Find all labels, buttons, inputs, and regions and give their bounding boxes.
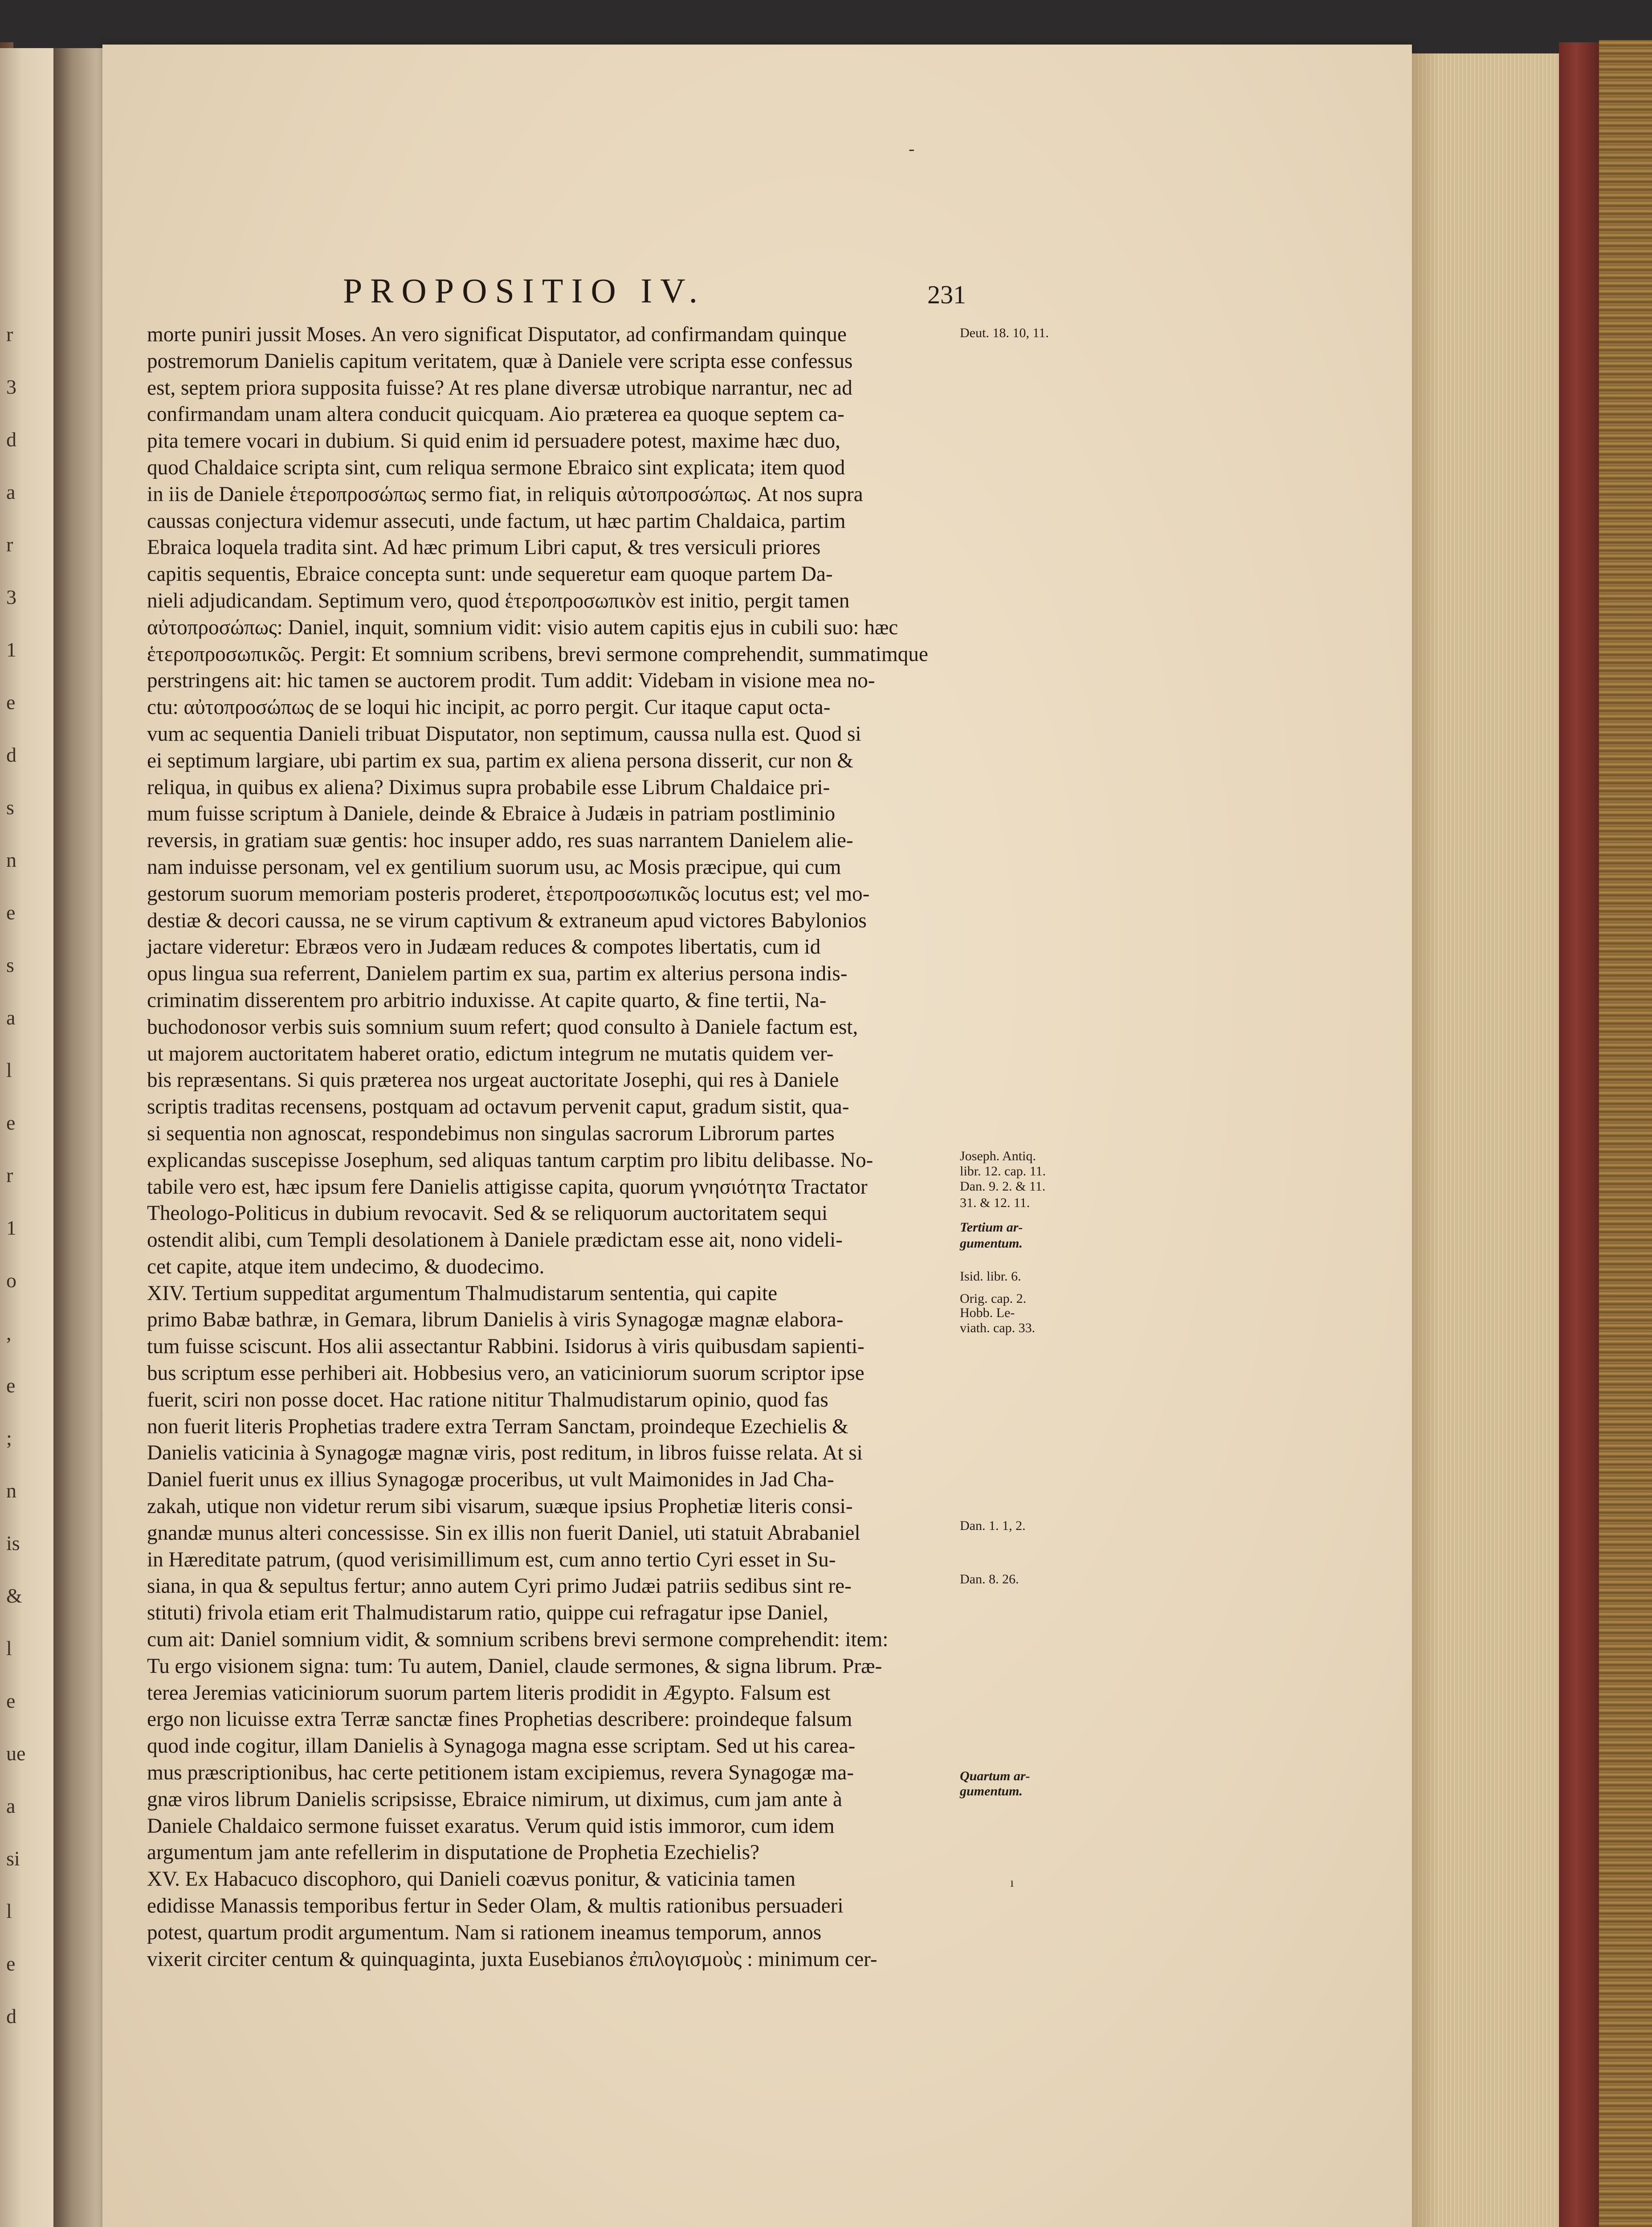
left-page-fragment: o [6, 1269, 16, 1292]
body-line: in Hæreditate patrum, (quod verisimillimum est, cum anno tertio Cyri esset in Su- [147, 1548, 836, 1571]
body-line: tabile vero est, hæc ipsum fere Danielis attigisse capita, quorum γνησιότητα Tractator [147, 1175, 868, 1199]
body-line: ἑτεροπροσωπικῶς. Pergit: Et somnium scribens, brevi sermone comprehendit, summatimque [147, 642, 928, 666]
body-line: morte puniri jussit Moses. An vero significat Disputator, ad confirmandam quinque [147, 323, 847, 346]
body-line: ctu: αὐτοπροσώπως de se loqui hic incipit, ac porro pergit. Cur itaque caput octa- [147, 696, 831, 719]
body-line: non fuerit literis Prophetias tradere extra Terram Sanctam, proindeque Ezechielis & [147, 1415, 848, 1438]
body-line: bis repræsentans. Si quis præterea nos urgeat auctoritate Josephi, qui res à Daniele [147, 1069, 839, 1092]
left-page-fragment: e [6, 1952, 16, 1975]
body-line: αὐτοπροσώπως: Daniel, inquit, somnium vidit: visio autem capitis ejus in cubili suo: hæc [147, 616, 898, 639]
body-line: destiæ & decori caussa, ne se virum captivum & extraneum apud victores Babylonios [147, 909, 867, 932]
cover-board [1559, 42, 1601, 2227]
body-line: explicandas suscepisse Josephum, sed aliquas tantum carptim pro libitu delibasse. No- [147, 1148, 873, 1172]
margin-note-dan9: Dan. 9. 2. & 11. [960, 1179, 1046, 1194]
left-page-fragment: l [6, 1900, 12, 1922]
body-line: ergo non licuisse extra Terræ sanctæ fines Prophetias describere: proindeque falsum [147, 1708, 853, 1731]
body-line: fuerit, sciri non posse docet. Hac ratione nititur Thalmudistarum opinio, quod fas [147, 1388, 828, 1411]
body-line: ut majorem auctoritatem haberet oratio, edictum integrum ne mutatis quidem ver- [147, 1042, 834, 1065]
body-line: perstringens ait: hic tamen se auctorem prodit. Tum addit: Videbam in visione mea no- [147, 669, 875, 693]
body-line: in iis de Daniele ἑτεροπροσώπως sermo fiat, in reliquis αὐτοπροσώπως. At nos supra [147, 482, 863, 506]
running-title: PROPOSITIO IV. [343, 271, 706, 310]
body-line: opus lingua sua referrent, Danielem partim ex sua, partim ex alterius persona indis- [147, 962, 848, 986]
left-page-fragment: r [6, 533, 13, 556]
margin-note-tertium-cont: gumentum. [960, 1236, 1023, 1251]
stray-mark-top: - [909, 139, 915, 159]
gilt-spine [1599, 40, 1652, 2227]
left-page-fragment: e [6, 901, 16, 924]
facing-page-edge [0, 48, 53, 2227]
body-line: quod Chaldaice scripta sint, cum reliqua sermone Ebraico sint explicata; item quod [147, 456, 845, 479]
body-line: caussas conjectura videmur assecuti, unde factum, ut hæc partim Chaldaica, partim [147, 509, 846, 533]
left-page-fragment: & [6, 1584, 22, 1607]
body-line: XV. Ex Habacuco discophoro, qui Danieli coævus ponitur, & vaticinia tamen [147, 1868, 795, 1891]
body-line: confirmandam unam altera conducit quicquam. Aio præterea ea quoque septem ca- [147, 403, 844, 426]
body-line: Daniele Chaldaico sermone fuisset exaratus. Verum quid istis immoror, cum idem [147, 1814, 835, 1838]
left-page-fragment: l [6, 1059, 12, 1081]
body-line: potest, quartum prodit argumentum. Nam si rationem ineamus temporum, annos [147, 1921, 822, 1944]
body-line: cet capite, atque item undecimo, & duodecimo. [147, 1255, 545, 1278]
body-line: stituti) frivola etiam erit Thalmudistarum ratio, quippe cui refragatur ipse Daniel, [147, 1601, 828, 1625]
left-page-fragment: s [6, 796, 14, 819]
left-page-fragment: a [6, 1006, 16, 1029]
body-line: jactare videretur: Ebræos vero in Judæam reduces & compotes libertatis, cum id [147, 935, 821, 959]
margin-note-tertium: Tertium ar- [960, 1220, 1023, 1235]
body-line: primo Babæ bathræ, in Gemara, librum Danielis à viris Synagogæ magnæ elabora- [147, 1308, 844, 1332]
left-page-fragment: is [6, 1532, 20, 1554]
body-line: terea Jeremias vaticiniorum suorum partem literis prodidit in Ægypto. Falsum est [147, 1681, 831, 1705]
left-page-fragment: 3 [6, 375, 16, 398]
body-line: si sequentia non agnoscat, respondebimus non singulas sacrorum Librorum partes [147, 1122, 835, 1145]
body-line: gnæ viros librum Danielis scripsisse, Ebraice nimirum, ut diximus, cum jam ante à [147, 1787, 842, 1811]
body-line: bus scriptum esse perhiberi ait. Hobbesius vero, an vaticiniorum suorum scriptor ipse [147, 1362, 865, 1385]
left-page-fragment: ue [6, 1742, 26, 1765]
left-page-fragment: 3 [6, 586, 16, 608]
margin-note-dan8: Dan. 8. 26. [960, 1572, 1019, 1587]
body-line: Theologo-Politicus in dubium revocavit. Sed & se reliquorum auctoritatem sequi [147, 1202, 828, 1225]
left-page-fragment: r [6, 1164, 13, 1187]
body-line: ei septimum largiare, ubi partim ex sua, partim ex aliena persona disserit, cur non & [147, 749, 854, 772]
left-page-fragment: 1 [6, 638, 16, 661]
body-line: edidisse Manassis temporibus fertur in Seder Olam, & multis rationibus persuaderi [147, 1894, 844, 1918]
left-page-fragment: , [6, 1322, 12, 1344]
body-line: nieli adjudicandam. Septimum vero, quod ἑτεροπροσωπικὸν est initio, pergit tamen [147, 589, 850, 612]
left-page-fragment: n [6, 848, 16, 871]
left-page-fragment: a [6, 1795, 16, 1817]
margin-note-orig: Orig. cap. 2. [960, 1291, 1027, 1306]
left-page-fragment: d [6, 743, 16, 766]
body-line: capitis sequentis, Ebraice concepta sunt: unde sequeretur eam quoque partem Da- [147, 563, 833, 586]
body-line: Ebraica loquela tradita sint. Ad hæc primum Libri caput, & tres versiculi priores [147, 536, 821, 559]
body-line: Daniel fuerit unus ex illius Synagogæ proceribus, ut vult Maimonides in Jad Cha- [147, 1468, 834, 1492]
margin-note-hobb: Hobb. Le- [960, 1305, 1015, 1320]
left-page-fragment: n [6, 1479, 16, 1502]
body-line: tum fuisse sciscunt. Hos alii assectantur Rabbini. Isidorus à viris quibusdam sapienti- [147, 1335, 865, 1358]
body-line: cum ait: Daniel somnium vidit, & somnium scribens brevi sermone comprehendit: item: [147, 1628, 889, 1652]
body-line: siana, in qua & sepultus fertur; anno autem Cyri primo Judæi patriis sedibus sint re- [147, 1574, 852, 1598]
left-page-fragment: d [6, 428, 16, 451]
body-line: argumentum jam ante refellerim in disputatione de Prophetia Ezechielis? [147, 1841, 759, 1864]
body-line: mus præscriptionibus, hac certe petitionem istam excipiemus, revera Synagogæ ma- [147, 1761, 854, 1785]
left-page-fragment: a [6, 481, 16, 503]
margin-note-quartum-cont: gumentum. [960, 1784, 1023, 1799]
left-page-fragment: ; [6, 1427, 12, 1449]
left-page-fragment: s [6, 954, 14, 976]
page-number: 231 [927, 280, 966, 309]
margin-note-dan9-cont: 31. & 12. 11. [960, 1195, 1030, 1210]
body-line: postremorum Danielis capitum veritatem, quæ à Daniele vere scripta esse confessus [147, 349, 853, 373]
body-line: XIV. Tertium suppeditat argumentum Thalmudistarum sententia, qui capite [147, 1281, 778, 1305]
left-page-fragment: e [6, 1111, 16, 1134]
body-line: mum fuisse scriptum à Daniele, deinde & Ebraice à Judæis in patriam postliminio [147, 802, 836, 826]
left-page-fragment: 1 [6, 1216, 16, 1239]
body-line: gestorum suorum memoriam posteris proderet, ἑτεροπροσωπικῶς locutus est; vel mo- [147, 882, 870, 905]
body-line: ostendit alibi, cum Templi desolationem à Daniele prædictam esse ait, nono videli- [147, 1228, 843, 1252]
body-line: reliqua, in quibus ex aliena? Diximus supra probabile esse Librum Chaldaice pri- [147, 775, 830, 799]
margin-note-isid: Isid. libr. 6. [960, 1269, 1021, 1284]
body-line: Tu ergo visionem signa: tum: Tu autem, Daniel, claude sermones, & signa librum. Præ- [147, 1654, 882, 1678]
body-line: zakah, utique non videtur rerum sibi visarum, suæque ipsius Prophetiæ literis consi- [147, 1495, 853, 1518]
body-line: reversis, in gratiam suæ gentis: hoc insuper addo, res suas narrantem Danielem alie- [147, 829, 853, 852]
page-block-edge [1412, 53, 1563, 2227]
body-line: gnandæ munus alteri concessisse. Sin ex illis non fuerit Daniel, uti statuit Abrabaniel [147, 1521, 861, 1545]
body-line: vum ac sequentia Danieli tribuat Disputator, non septimum, caussa nulla est. Quod si [147, 722, 861, 746]
body-line: Danielis vaticinia à Synagogæ magnæ viris, post reditum, in libros fuisse relata. At si [147, 1441, 863, 1465]
gutter-shadow [53, 48, 107, 2227]
body-line: nam induisse personam, vel ex gentilium suorum usu, ac Mosis præcipue, qui cum [147, 855, 841, 879]
margin-note-joseph: Joseph. Antiq. [960, 1149, 1036, 1163]
left-page-fragment: si [6, 1847, 20, 1870]
left-page-fragment: d [6, 2005, 16, 2027]
margin-note-joseph-ref: libr. 12. cap. 11. [960, 1164, 1046, 1179]
stray-mark-bottom: ı [1010, 1875, 1014, 1890]
body-line: quod inde cogitur, illam Danielis à Synagoga magna esse scriptam. Sed ut his carea- [147, 1734, 856, 1758]
left-page-fragment: e [6, 691, 16, 714]
margin-note-dan1: Dan. 1. 1, 2. [960, 1518, 1026, 1533]
left-page-fragment: r [6, 323, 13, 346]
body-line: pita temere vocari in dubium. Si quid enim id persuadere potest, maxime hæc duo, [147, 429, 840, 453]
body-line: vixerit circiter centum & quinquaginta, juxta Eusebianos ἐπιλογισμοὺς : minimum cer- [147, 1947, 877, 1971]
left-page-fragment: l [6, 1637, 12, 1660]
margin-note-hobb-cont: viath. cap. 33. [960, 1321, 1036, 1335]
body-line: scriptis traditas recensens, postquam ad octavum pervenit caput, gradum sistit, qua- [147, 1095, 849, 1119]
left-page-fragment: e [6, 1689, 16, 1712]
margin-note-quartum: Quartum ar- [960, 1769, 1030, 1783]
body-line: criminatim disserentem pro arbitrio induxisse. At capite quarto, & fine tertii, Na- [147, 988, 827, 1012]
margin-note-deut: Deut. 18. 10, 11. [960, 326, 1049, 340]
body-line: buchodonosor verbis suis somnium suum refert; quod consulto à Daniele factum est, [147, 1015, 858, 1039]
left-page-fragment: e [6, 1374, 16, 1397]
body-text [147, 322, 949, 1973]
body-line: est, septem priora supposita fuisse? At res plane diversæ utrobique narrantur, nec ad [147, 376, 853, 400]
